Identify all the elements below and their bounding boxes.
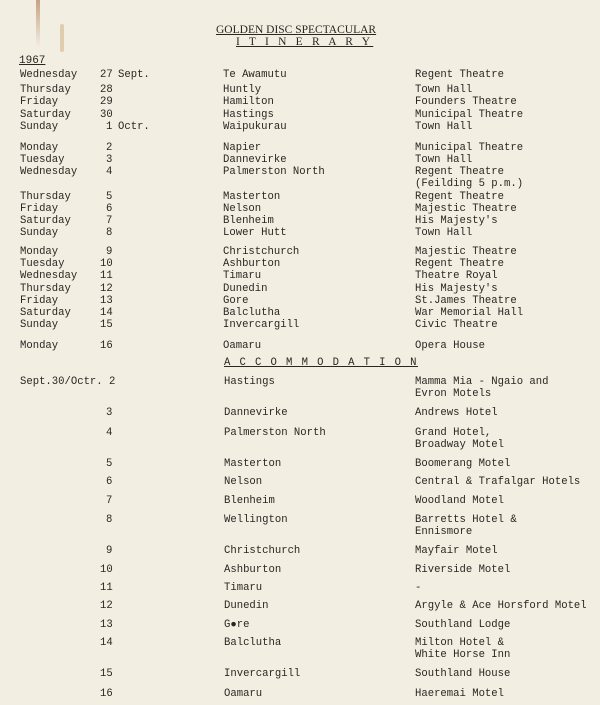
itinerary-town: Invercargill bbox=[223, 319, 300, 331]
itinerary-venue-note: (Feilding 5 p.m.) bbox=[415, 178, 524, 190]
itinerary-date: 27 bbox=[100, 69, 113, 81]
itinerary-date: 16 bbox=[100, 340, 113, 352]
itinerary-venue: Regent Theatre bbox=[415, 258, 505, 270]
itinerary-town: Hastings bbox=[223, 109, 274, 121]
accommodation-lodging: Central & Trafalgar Hotels bbox=[415, 476, 581, 488]
accommodation-lodging: Haeremai Motel bbox=[415, 688, 505, 700]
accommodation-lodging: Boomerang Motel bbox=[415, 458, 511, 470]
accommodation-town: Wellington bbox=[224, 514, 288, 526]
itinerary-date: 13 bbox=[100, 295, 113, 307]
itinerary-venue: Opera House bbox=[415, 340, 485, 352]
itinerary-day: Saturday bbox=[20, 215, 71, 227]
itinerary-venue: Town Hall bbox=[415, 227, 473, 239]
accommodation-lodging: Mayfair Motel bbox=[415, 545, 498, 557]
itinerary-venue: Regent Theatre bbox=[415, 191, 505, 203]
accommodation-town: Christchurch bbox=[224, 545, 301, 557]
accommodation-dates: 10 bbox=[100, 564, 113, 576]
itinerary-venue: Theatre Royal bbox=[415, 270, 498, 282]
itinerary-date: 30 bbox=[100, 109, 113, 121]
accommodation-town: Masterton bbox=[224, 458, 282, 470]
paper-stain bbox=[60, 24, 64, 52]
accommodation-lodging-line2: Ennismore bbox=[415, 526, 473, 538]
itinerary-venue: Town Hall bbox=[415, 154, 473, 166]
itinerary-date: 10 bbox=[100, 258, 113, 270]
itinerary-town: Napier bbox=[223, 142, 262, 154]
accommodation-town: G●re bbox=[224, 619, 250, 631]
accommodation-lodging: Andrews Hotel bbox=[415, 407, 498, 419]
accommodation-dates: 5 bbox=[106, 458, 113, 470]
accommodation-town: Ashburton bbox=[224, 564, 282, 576]
accommodation-lodging: Southland Lodge bbox=[415, 619, 511, 631]
accommodation-town: Blenheim bbox=[224, 495, 275, 507]
itinerary-town: Ashburton bbox=[223, 258, 281, 270]
itinerary-day: Friday bbox=[20, 203, 59, 215]
itinerary-day: Thursday bbox=[20, 191, 71, 203]
itinerary-day: Tuesday bbox=[20, 154, 65, 166]
accommodation-lodging: Riverside Motel bbox=[415, 564, 511, 576]
accommodation-dates: 13 bbox=[100, 619, 113, 631]
accommodation-lodging: Argyle & Ace Horsford Motel bbox=[415, 600, 587, 612]
itinerary-day: Friday bbox=[20, 295, 59, 307]
itinerary-day: Sunday bbox=[20, 227, 59, 239]
itinerary-venue: Town Hall bbox=[415, 121, 473, 133]
itinerary-day: Monday bbox=[20, 246, 59, 258]
itinerary-town: Palmerston North bbox=[223, 166, 325, 178]
accommodation-town: Dannevirke bbox=[224, 407, 288, 419]
itinerary-date: 3 bbox=[106, 154, 113, 166]
itinerary-venue: Municipal Theatre bbox=[415, 142, 524, 154]
itinerary-day: Monday bbox=[20, 142, 59, 154]
itinerary-date: 28 bbox=[100, 84, 113, 96]
itinerary-venue: War Memorial Hall bbox=[415, 307, 524, 319]
itinerary-venue: St.James Theatre bbox=[415, 295, 517, 307]
accommodation-lodging: - bbox=[415, 582, 422, 594]
accommodation-dates: 3 bbox=[106, 407, 113, 419]
itinerary-town: Lower Hutt bbox=[223, 227, 287, 239]
accommodation-town: Timaru bbox=[224, 582, 263, 594]
itinerary-date: 7 bbox=[106, 215, 113, 227]
itinerary-town: Te Awamutu bbox=[223, 69, 287, 81]
itinerary-venue: Majestic Theatre bbox=[415, 203, 517, 215]
accommodation-dates: 14 bbox=[100, 637, 113, 649]
itinerary-town: Gore bbox=[223, 295, 249, 307]
accommodation-dates: 6 bbox=[106, 476, 113, 488]
itinerary-date: 11 bbox=[100, 270, 113, 282]
itinerary-day: Friday bbox=[20, 96, 59, 108]
year-label: 1967 bbox=[19, 55, 46, 67]
accommodation-lodging-line2: Evron Motels bbox=[415, 388, 492, 400]
accommodation-lodging: Woodland Motel bbox=[415, 495, 505, 507]
accommodation-town: Invercargill bbox=[224, 668, 301, 680]
accommodation-lodging-line2: Broadway Motel bbox=[415, 439, 505, 451]
itinerary-venue: Regent Theatre bbox=[415, 166, 505, 178]
itinerary-month: Octr. bbox=[118, 121, 150, 133]
itinerary-day: Thursday bbox=[20, 283, 71, 295]
accommodation-dates: 8 bbox=[106, 514, 113, 526]
itinerary-venue: His Majesty's bbox=[415, 215, 498, 227]
itinerary-date: 5 bbox=[106, 191, 113, 203]
accommodation-town: Oamaru bbox=[224, 688, 263, 700]
itinerary-date: 9 bbox=[106, 246, 113, 258]
itinerary-town: Christchurch bbox=[223, 246, 300, 258]
itinerary-date: 29 bbox=[100, 96, 113, 108]
accommodation-lodging: Mamma Mia - Ngaio and bbox=[415, 376, 549, 388]
itinerary-venue: Civic Theatre bbox=[415, 319, 498, 331]
accommodation-lodging: Milton Hotel & bbox=[415, 637, 505, 649]
itinerary-day: Sunday bbox=[20, 121, 59, 133]
itinerary-date: 2 bbox=[106, 142, 113, 154]
accommodation-dates: 16 bbox=[100, 688, 113, 700]
accommodation-dates: 9 bbox=[106, 545, 113, 557]
accommodation-lodging: Southland House bbox=[415, 668, 511, 680]
itinerary-town: Dunedin bbox=[223, 283, 268, 295]
itinerary-date: 14 bbox=[100, 307, 113, 319]
itinerary-day: Tuesday bbox=[20, 258, 65, 270]
itinerary-month: Sept. bbox=[118, 69, 150, 81]
accommodation-dates: Sept.30/Octr. 2 bbox=[20, 376, 116, 388]
itinerary-heading: I T I N E R A R Y bbox=[236, 36, 374, 48]
accommodation-lodging: Grand Hotel, bbox=[415, 427, 492, 439]
document-title: GOLDEN DISC SPECTACULAR bbox=[216, 24, 377, 36]
itinerary-venue: His Majesty's bbox=[415, 283, 498, 295]
itinerary-date: 12 bbox=[100, 283, 113, 295]
accommodation-heading: A C C O M M O D A T I O N bbox=[224, 357, 418, 369]
itinerary-town: Dannevirke bbox=[223, 154, 287, 166]
itinerary-day: Saturday bbox=[20, 307, 71, 319]
itinerary-venue: Founders Theatre bbox=[415, 96, 517, 108]
itinerary-town: Oamaru bbox=[223, 340, 262, 352]
itinerary-day: Wednesday bbox=[20, 166, 78, 178]
itinerary-day: Thursday bbox=[20, 84, 71, 96]
itinerary-day: Wednesday bbox=[20, 69, 78, 81]
itinerary-town: Huntly bbox=[223, 84, 262, 96]
accommodation-dates: 4 bbox=[106, 427, 113, 439]
accommodation-town: Dunedin bbox=[224, 600, 269, 612]
itinerary-day: Sunday bbox=[20, 319, 59, 331]
itinerary-day: Wednesday bbox=[20, 270, 78, 282]
accommodation-dates: 12 bbox=[100, 600, 113, 612]
itinerary-town: Hamilton bbox=[223, 96, 274, 108]
itinerary-town: Nelson bbox=[223, 203, 262, 215]
itinerary-date: 4 bbox=[106, 166, 113, 178]
itinerary-date: 1 bbox=[106, 121, 113, 133]
itinerary-town: Timaru bbox=[223, 270, 262, 282]
itinerary-date: 6 bbox=[106, 203, 113, 215]
accommodation-lodging: Barretts Hotel & bbox=[415, 514, 517, 526]
itinerary-venue: Majestic Theatre bbox=[415, 246, 517, 258]
accommodation-town: Palmerston North bbox=[224, 427, 326, 439]
itinerary-town: Blenheim bbox=[223, 215, 274, 227]
accommodation-town: Balclutha bbox=[224, 637, 282, 649]
itinerary-venue: Regent Theatre bbox=[415, 69, 505, 81]
itinerary-town: Masterton bbox=[223, 191, 281, 203]
accommodation-town: Hastings bbox=[224, 376, 275, 388]
itinerary-day: Monday bbox=[20, 340, 59, 352]
itinerary-venue: Town Hall bbox=[415, 84, 473, 96]
accommodation-dates: 7 bbox=[106, 495, 113, 507]
accommodation-dates: 15 bbox=[100, 668, 113, 680]
itinerary-town: Balclutha bbox=[223, 307, 281, 319]
itinerary-venue: Municipal Theatre bbox=[415, 109, 524, 121]
paper-stain bbox=[36, 0, 40, 48]
accommodation-town: Nelson bbox=[224, 476, 263, 488]
accommodation-lodging-line2: White Horse Inn bbox=[415, 649, 511, 661]
itinerary-date: 8 bbox=[106, 227, 113, 239]
itinerary-date: 15 bbox=[100, 319, 113, 331]
itinerary-town: Waipukurau bbox=[223, 121, 287, 133]
itinerary-day: Saturday bbox=[20, 109, 71, 121]
accommodation-dates: 11 bbox=[100, 582, 113, 594]
